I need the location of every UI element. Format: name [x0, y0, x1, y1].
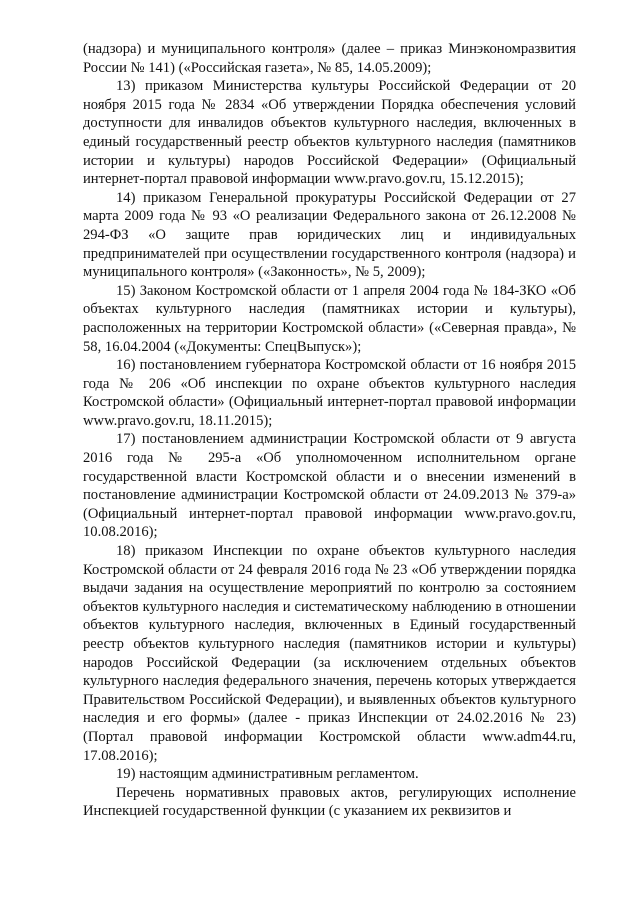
- paragraph-item-16: 16) постановлением губернатора Костромской области от 16 ноября 2015 года № 206 «Об инспекции по охране объектов культурного наследия Костромской области» (Официальный интернет-портал правовой информации www.pravo.gov.ru, 18.11.2015);: [83, 357, 576, 429]
- paragraph-legal-acts-list: Перечень нормативных правовых актов, регулирующих исполнение Инспекцией государственной функции (с указанием их реквизитов и: [83, 784, 576, 820]
- paragraph-item-19: 19) настоящим административным регламентом.: [116, 766, 419, 783]
- document-body: [83, 40, 576, 821]
- paragraph-item-15: 15) Законом Костромской области от 1 апреля 2004 года № 184-ЗКО «Об объектах культурного наследия (памятниках истории и культуры), расположенных на территории Костромской области» («Северная правда», № 58, 16.04.2004 («Документы: СпецВыпуск»);: [83, 282, 576, 355]
- paragraph-continuation: (надзора) и муниципального контроля» (далее – приказ Минэкономразвития России № 141) («Российская газета», № 85, 14.05.2009);: [83, 41, 576, 76]
- paragraph-item-14: 14) приказом Генеральной прокуратуры Российской Федерации от 27 марта 2009 года № 93 «О реализации Федерального закона от 26.12.2008 № 294-ФЗ «О защите прав юридических лиц и индивидуальных предпринимателей при осуществлении государственного контроля (надзора) и муниципального контроля» («Законность», № 5, 2009);: [83, 189, 576, 281]
- paragraph-item-17: 17) постановлением администрации Костромской области от 9 августа 2016 года № 295-а «Об уполномоченном исполнительном органе государственной власти Костромской области и о внесении изменений в постановление администрации Костромской области от 24.09.2013 № 379-а» (Официальный интернет-портал правовой информации www.pravo.gov.ru, 10.08.2016);: [83, 431, 576, 541]
- paragraph-item-18: 18) приказом Инспекции по охране объектов культурного наследия Костромской области от 24 февраля 2016 года № 23 «Об утверждении порядка выдачи задания на осуществление мероприятий по контролю за состоянием объектов культурного наследия и систематическому наблюдению в отношении объектов культурного наследия, включенных в Единый государственный реестр объектов культурного наследия (памятников истории и культуры) народов Российской Федерации (за исключением отдельных объектов культурного наследия федерального значения, перечень которых утверждается Правительством Российской Федерации), и выявленных объектов культурного наследия и его формы» (далее - приказ Инспекции от 24.02.2016 № 23) (Портал правовой информации Костромской области www.adm44.ru, 17.08.2016);: [83, 543, 576, 764]
- paragraph-item-13: 13) приказом Министерства культуры Российской Федерации от 20 ноября 2015 года № 2834 «Об утверждении Порядка обеспечения условий доступности для инвалидов объектов культурного наследия, включенных в единый государственный реестр объектов культурного наследия (памятников истории и культуры) народов Российской Федерации» (Официальный интернет-портал правовой информации www.pravo.gov.ru, 15.12.2015);: [83, 78, 576, 188]
